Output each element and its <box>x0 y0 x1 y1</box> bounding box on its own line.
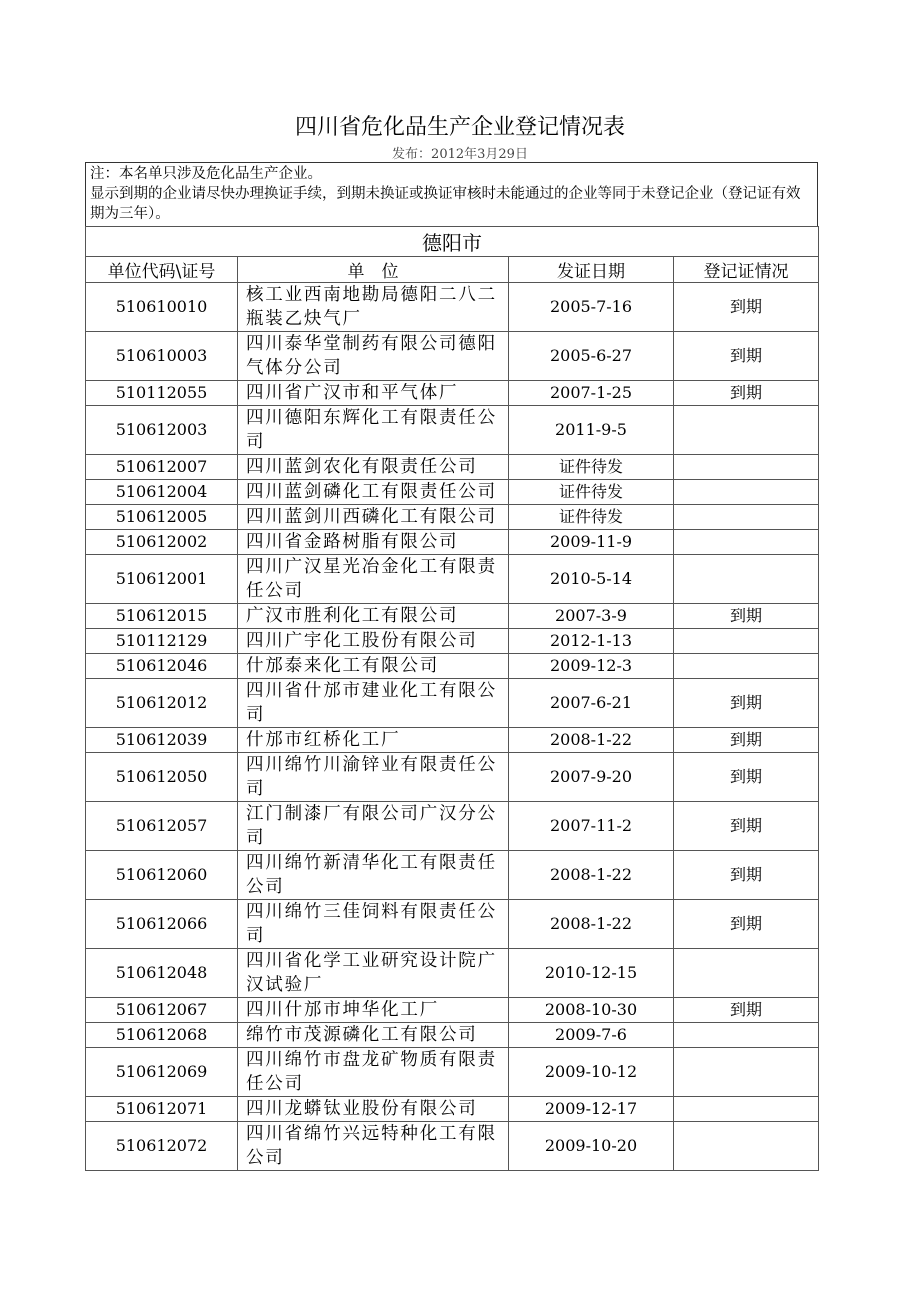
registration-status <box>674 654 819 679</box>
table-row <box>86 455 819 480</box>
issue-date: 2008-1-22 <box>509 851 674 900</box>
issue-date: 2007-6-21 <box>509 679 674 728</box>
company-code: 510612001 <box>86 555 238 604</box>
company-name: 四川德阳东辉化工有限责任公司 <box>238 406 509 455</box>
company-code: 510612012 <box>86 679 238 728</box>
table-row <box>86 505 819 530</box>
company-name: 四川绵竹三佳饲料有限责任公司 <box>238 900 509 949</box>
company-name: 四川广汉星光冶金化工有限责任公司 <box>238 555 509 604</box>
registration-status <box>674 1097 819 1122</box>
company-code: 510612046 <box>86 654 238 679</box>
table-row <box>86 1122 819 1171</box>
table-row <box>86 753 819 802</box>
company-code: 510112055 <box>86 381 238 406</box>
company-name: 什邡泰来化工有限公司 <box>238 654 509 679</box>
company-name: 四川泰华堂制药有限公司德阳气体分公司 <box>238 332 509 381</box>
registration-status <box>674 455 819 480</box>
table-row <box>86 728 819 753</box>
registration-status <box>674 406 819 455</box>
table-row <box>86 406 819 455</box>
company-name: 四川省什邡市建业化工有限公司 <box>238 679 509 728</box>
table-row <box>86 1023 819 1048</box>
company-code: 510612060 <box>86 851 238 900</box>
registration-table-container <box>85 162 818 1171</box>
table-row <box>86 900 819 949</box>
issue-date: 2009-12-17 <box>509 1097 674 1122</box>
company-name: 四川绵竹川渝锌业有限责任公司 <box>238 753 509 802</box>
registration-status: 到期 <box>674 283 819 332</box>
company-code: 510612067 <box>86 998 238 1023</box>
table-row <box>86 1097 819 1122</box>
table-row <box>86 629 819 654</box>
city-name: 德阳市 <box>86 227 819 257</box>
company-code: 510612004 <box>86 480 238 505</box>
notice-box <box>85 162 818 226</box>
company-name: 四川龙蟒钛业股份有限公司 <box>238 1097 509 1122</box>
company-name: 广汉市胜利化工有限公司 <box>238 604 509 629</box>
company-code: 510612015 <box>86 604 238 629</box>
company-code: 510610003 <box>86 332 238 381</box>
company-name: 四川广宇化工股份有限公司 <box>238 629 509 654</box>
table-row <box>86 332 819 381</box>
header-row <box>86 257 819 283</box>
company-name: 绵竹市茂源磷化工有限公司 <box>238 1023 509 1048</box>
company-code: 510112129 <box>86 629 238 654</box>
issue-date: 2010-5-14 <box>509 555 674 604</box>
company-name: 什邡市红桥化工厂 <box>238 728 509 753</box>
table-row <box>86 555 819 604</box>
issue-date: 2005-6-27 <box>509 332 674 381</box>
registration-status <box>674 629 819 654</box>
issue-date: 2008-1-22 <box>509 728 674 753</box>
company-code: 510612068 <box>86 1023 238 1048</box>
city-row <box>86 227 819 257</box>
registration-status: 到期 <box>674 381 819 406</box>
company-code: 510612072 <box>86 1122 238 1171</box>
table-row <box>86 802 819 851</box>
issue-date: 证件待发 <box>509 455 674 480</box>
header-date: 发证日期 <box>509 257 674 283</box>
registration-status: 到期 <box>674 851 819 900</box>
table-row <box>86 381 819 406</box>
company-name: 核工业西南地勘局德阳二八二瓶装乙炔气厂 <box>238 283 509 332</box>
issue-date: 2008-1-22 <box>509 900 674 949</box>
issue-date: 2008-10-30 <box>509 998 674 1023</box>
company-name: 四川绵竹市盘龙矿物质有限责任公司 <box>238 1048 509 1097</box>
registration-status: 到期 <box>674 802 819 851</box>
issue-date: 证件待发 <box>509 480 674 505</box>
company-code: 510612005 <box>86 505 238 530</box>
registration-status <box>674 530 819 555</box>
header-code: 单位代码\证号 <box>86 257 238 283</box>
registration-status: 到期 <box>674 753 819 802</box>
table-row <box>86 1048 819 1097</box>
company-name: 四川省金路树脂有限公司 <box>238 530 509 555</box>
issue-date: 2012-1-13 <box>509 629 674 654</box>
issue-date: 2011-9-5 <box>509 406 674 455</box>
company-code: 510612002 <box>86 530 238 555</box>
company-code: 510610010 <box>86 283 238 332</box>
registration-status <box>674 480 819 505</box>
registration-status: 到期 <box>674 679 819 728</box>
company-name: 四川省广汉市和平气体厂 <box>238 381 509 406</box>
registration-status <box>674 555 819 604</box>
company-name: 四川省化学工业研究设计院广汉试验厂 <box>238 949 509 998</box>
registration-status <box>674 505 819 530</box>
issue-date: 2007-11-2 <box>509 802 674 851</box>
issue-date: 2010-12-15 <box>509 949 674 998</box>
table-row <box>86 679 819 728</box>
table-row <box>86 654 819 679</box>
company-code: 510612057 <box>86 802 238 851</box>
issue-date: 2007-9-20 <box>509 753 674 802</box>
issue-date: 2009-12-3 <box>509 654 674 679</box>
registration-status: 到期 <box>674 728 819 753</box>
registration-status <box>674 1122 819 1171</box>
company-name: 四川蓝剑川西磷化工有限公司 <box>238 505 509 530</box>
registration-status: 到期 <box>674 900 819 949</box>
registration-status: 到期 <box>674 604 819 629</box>
table-row <box>86 530 819 555</box>
registration-status <box>674 1023 819 1048</box>
company-name: 四川蓝剑农化有限责任公司 <box>238 455 509 480</box>
company-code: 510612039 <box>86 728 238 753</box>
registration-status: 到期 <box>674 998 819 1023</box>
company-code: 510612048 <box>86 949 238 998</box>
company-name: 四川蓝剑磷化工有限责任公司 <box>238 480 509 505</box>
table-row <box>86 998 819 1023</box>
table-row <box>86 949 819 998</box>
issue-date: 2009-11-9 <box>509 530 674 555</box>
header-unit: 单 位 <box>238 257 509 283</box>
document-title: 四川省危化品生产企业登记情况表 <box>294 115 625 140</box>
issue-date: 证件待发 <box>509 505 674 530</box>
registration-status <box>674 1048 819 1097</box>
table-row <box>86 604 819 629</box>
issue-date: 2009-7-6 <box>509 1023 674 1048</box>
company-code: 510612071 <box>86 1097 238 1122</box>
company-code: 510612066 <box>86 900 238 949</box>
registration-table <box>85 226 819 1171</box>
registration-status: 到期 <box>674 332 819 381</box>
company-code: 510612050 <box>86 753 238 802</box>
company-code: 510612003 <box>86 406 238 455</box>
table-row <box>86 480 819 505</box>
header-status: 登记证情况 <box>674 257 819 283</box>
issue-date: 2005-7-16 <box>509 283 674 332</box>
table-row <box>86 283 819 332</box>
company-name: 江门制漆厂有限公司广汉分公司 <box>238 802 509 851</box>
company-code: 510612007 <box>86 455 238 480</box>
company-name: 四川省绵竹兴远特种化工有限公司 <box>238 1122 509 1171</box>
issue-date: 2009-10-20 <box>509 1122 674 1171</box>
issue-date: 2007-1-25 <box>509 381 674 406</box>
table-row <box>86 851 819 900</box>
issue-date: 2007-3-9 <box>509 604 674 629</box>
publish-date: 发布：2012年3月29日 <box>392 147 528 162</box>
company-name: 四川什邡市坤华化工厂 <box>238 998 509 1023</box>
notice-line-1: 注：本名单只涉及危化品生产企业。 <box>90 166 322 182</box>
issue-date: 2009-10-12 <box>509 1048 674 1097</box>
company-code: 510612069 <box>86 1048 238 1097</box>
notice-line-2: 显示到期的企业请尽快办理换证手续，到期未换证或换证审核时未能通过的企业等同于未登记企业（登记证有效期为三年）。 <box>90 186 801 222</box>
registration-status <box>674 949 819 998</box>
company-name: 四川绵竹新清华化工有限责任公司 <box>238 851 509 900</box>
